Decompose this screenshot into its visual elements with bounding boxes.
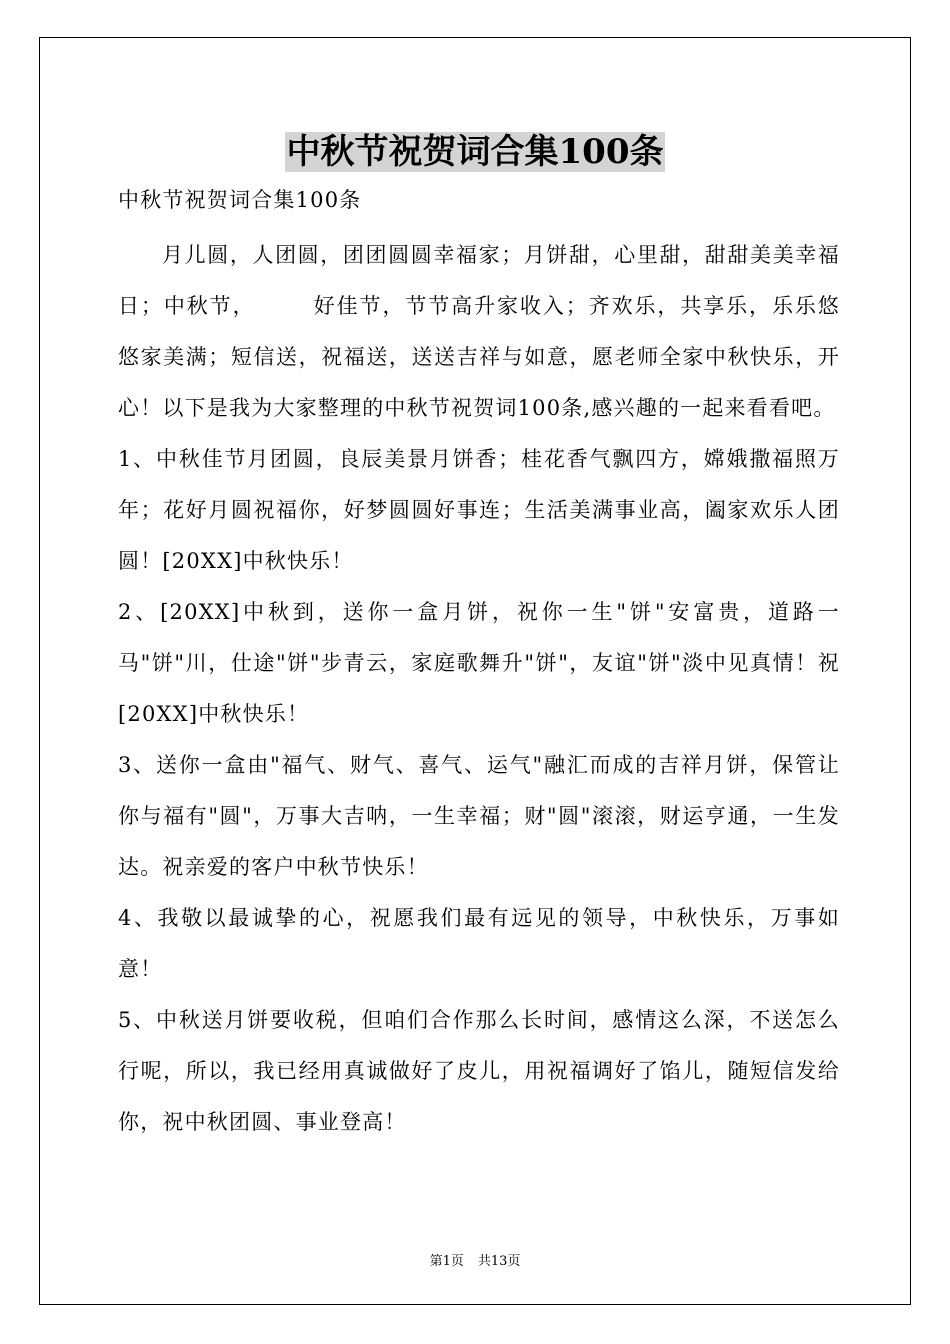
list-item: 4、我敬以最诚挚的心，祝愿我们最有远见的领导，中秋快乐，万事如意！	[118, 906, 840, 981]
intro-paragraph: 月儿圆，人团圆，团团圆圆幸福家；月饼甜，心里甜，甜甜美美幸福日；中秋节， 好佳节，节节高升家收入；齐欢乐，共享乐，乐乐悠悠家美满；短信送，祝福送，送送吉祥与如意，愿老师全家中秋快乐，开心！以下是我为大家整理的中秋节祝贺词100条,感兴趣的一起来看看吧。	[118, 243, 840, 420]
list-item: 5、中秋送月饼要收税，但咱们合作那么长时间，感情这么深，不送怎么行呢，所以，我已经用真诚做好了皮儿，用祝福调好了馅儿，随短信发给你，祝中秋团圆、事业登高！	[118, 1008, 840, 1134]
title-text: 中秋节祝贺词合集100条	[286, 132, 664, 172]
page-total: 共13页	[477, 1254, 521, 1269]
list-item: 1、中秋佳节月团圆，良辰美景月饼香；桂花香气飘四方，嫦娥撒福照万年；花好月圆祝福你，好梦圆圆好事连；生活美满事业高，阖家欢乐人团圆！[20XX]中秋快乐！	[118, 447, 840, 573]
document-body	[118, 182, 840, 1148]
page-number: 第1页	[429, 1254, 464, 1269]
subtitle: 中秋节祝贺词合集100条	[118, 188, 362, 212]
list-item: 2、[20XX]中秋到，送你一盒月饼，祝你一生"饼"安富贵，道路一马"饼"川，仕途"饼"步青云，家庭歌舞升"饼"，友谊"饼"淡中见真情！祝[20XX]中秋快乐！	[118, 600, 840, 726]
list-item: 3、送你一盒由"福气、财气、喜气、运气"融汇而成的吉祥月饼，保管让你与福有"圆"，万事大吉呐，一生幸福；财"圆"滚滚，财运亨通，一生发达。祝亲爱的客户中秋节快乐！	[118, 753, 840, 879]
document-page	[39, 37, 911, 1305]
page-footer	[40, 1250, 910, 1269]
document-title	[40, 130, 910, 174]
